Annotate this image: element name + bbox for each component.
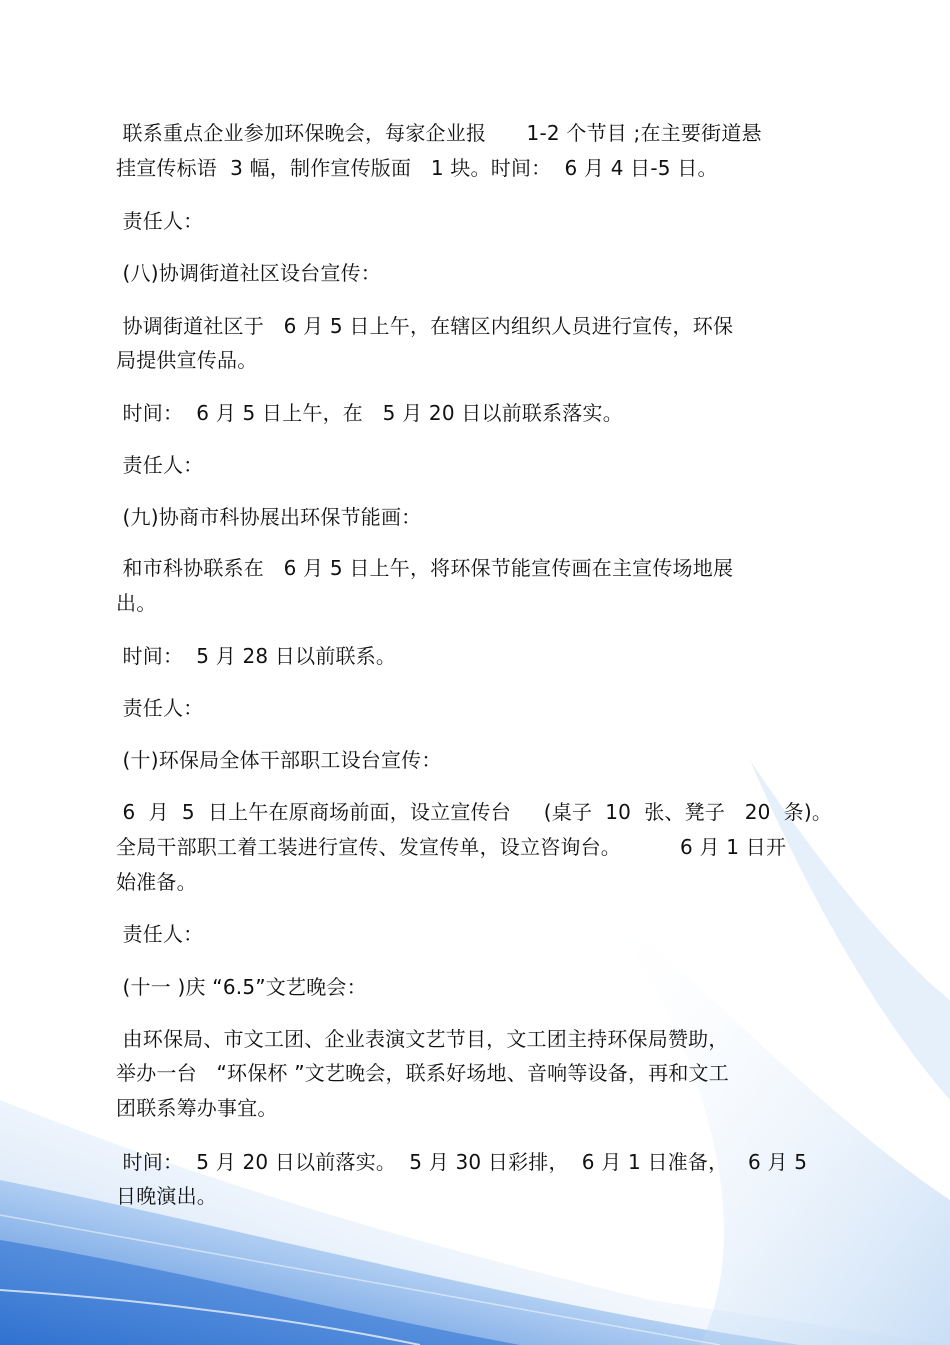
paragraph-line: 联系重点企业参加环保晚会，每家企业报 1-2 个节目 ;在主要街道悬 [116,121,762,145]
responsible-person-label: 责任人： [116,209,204,233]
time-line: 时间： 6 月 5 日上午，在 5 月 20 日以前联系落实。 [116,401,623,425]
time-line: 时间： 5 月 20 日以前落实。 5 月 30 日彩排， 6 月 1 日准备， 6 月 5 [116,1150,808,1174]
section-heading: (十)环保局全体干部职工设台宣传： [116,748,442,772]
paragraph-line: 6 月 5 日上午在原商场前面，设立宣传台 (桌子 10 张、凳子 20 条)。 [116,800,833,824]
paragraph-line: 和市科协联系在 6 月 5 日上午，将环保节能宣传画在主宣传场地展 [116,556,734,580]
responsible-person-label: 责任人： [116,922,204,946]
paragraph-line: 日晚演出。 [116,1184,217,1208]
responsible-person-label: 责任人： [116,453,204,477]
paragraph-line: 出。 [116,591,157,615]
paragraph-line: 全局干部职工着工装进行宣传、发宣传单，设立咨询台。 6 月 1 日开 [116,835,787,859]
paragraph-line: 局提供宣传品。 [116,348,258,372]
paragraph-line: 由环保局、市文工团、企业表演文艺节目，文工团主持环保局赞助， [116,1027,729,1051]
section-heading: (九)协商市科协展出环保节能画： [116,505,422,529]
paragraph-line: 举办一台 “环保杯 ”文艺晚会，联系好场地、音响等设备，再和文工 [116,1061,729,1085]
paragraph-line: 始准备。 [116,870,197,894]
paragraph-line: 挂宣传标语 3 幅，制作宣传版面 1 块。时间： 6 月 4 日-5 日。 [116,156,718,180]
time-line: 时间： 5 月 28 日以前联系。 [116,644,397,668]
section-heading: (十一 )庆 “6.5”文艺晚会： [116,975,367,999]
paragraph-line: 团联系筹办事宜。 [116,1096,278,1120]
responsible-person-label: 责任人： [116,696,204,720]
paragraph-line: 协调街道社区于 6 月 5 日上午，在辖区内组织人员进行宣传，环保 [116,314,734,338]
section-heading: (八)协调街道社区设台宣传： [116,261,381,285]
